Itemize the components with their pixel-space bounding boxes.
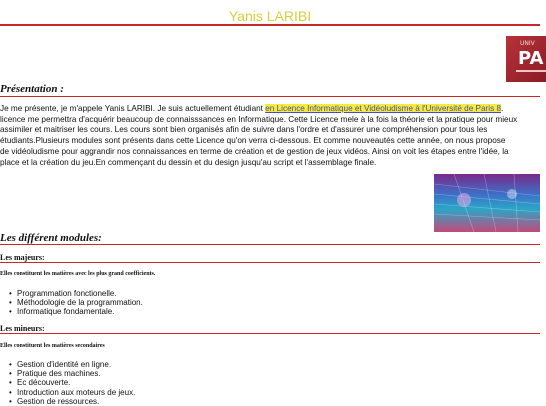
para-text-start: Je me présente, je m'appele Yanis LARIBI. Je suis actuellement étudiant	[0, 104, 266, 113]
majeurs-divider	[0, 262, 540, 263]
logo-underline	[516, 70, 546, 72]
licence-link[interactable]: en Licence Informatique et Vidéoludisme à l'Université de Paris 8	[265, 104, 502, 113]
majeurs-description: Elles constituent les matières avec les plus grand coefficients.	[0, 271, 156, 277]
modules-heading: Les différent modules:	[0, 232, 102, 244]
list-item: • Méthodologie de la programmation.	[17, 298, 143, 307]
para-line-3: assimiler et maitriser les cours. Les cours sont bien organisés afin de suivre dans l'ordre et d'assurer une compréhension pour tous les	[0, 125, 488, 135]
mineurs-description: Elles constituent les matières secondaires	[0, 343, 105, 349]
page-title: Yanis LARIBI	[228, 8, 312, 24]
para-line-5: de vidéoludisme pour aggrandir nos connaissances en terme de création et de gestion de jeux vidéos. Ainsi on voit les étapes entre l'idée, la	[0, 146, 509, 156]
list-item: • Ec découverte.	[17, 378, 135, 387]
mineurs-list	[17, 360, 135, 406]
presentation-divider	[0, 96, 540, 97]
university-logo-icon	[506, 36, 546, 82]
list-item: • Gestion d'identité en ligne.	[17, 360, 135, 369]
para-line-6: place et la création du jeu.En commençant du dessin et du design jusqu'au script et l'assemblage finale.	[0, 157, 377, 167]
list-item: • Introduction aux moteurs de jeux.	[17, 388, 135, 397]
list-item: • Gestion de ressources.	[17, 397, 135, 406]
presentation-heading: Présentation :	[0, 83, 64, 95]
majeurs-list	[17, 289, 143, 317]
logo-line-1: UNIV	[520, 40, 535, 47]
mineurs-divider	[0, 333, 540, 334]
list-item: • Informatique fondamentale.	[17, 307, 143, 316]
majeurs-heading: Les majeurs:	[0, 253, 45, 262]
digital-art-graphic	[434, 174, 540, 232]
para-line-1	[0, 104, 540, 115]
mineurs-heading: Les mineurs:	[0, 324, 45, 333]
digital-art-image	[434, 174, 540, 232]
para-text-after-link: .	[501, 104, 504, 113]
list-item: • Pratique des machines.	[17, 369, 135, 378]
logo-line-2: PA	[518, 48, 544, 69]
para-line-4: étudiants.Plusieurs modules sont présents dans cette Licence qu'on verra ci-dessous. Et comme nouveautés cette année, on nous propose	[0, 136, 506, 146]
para-line-2: licence me permettra d'acquérir beaucoup de connaisssances en Informatique. Cette Licence mele à la fois la théorie et la pratique pour mieux	[0, 114, 518, 124]
modules-divider	[0, 244, 540, 245]
presentation-paragraph	[0, 104, 540, 168]
list-item: • Programmation fonctionelle.	[17, 289, 143, 298]
header-divider	[0, 24, 540, 26]
